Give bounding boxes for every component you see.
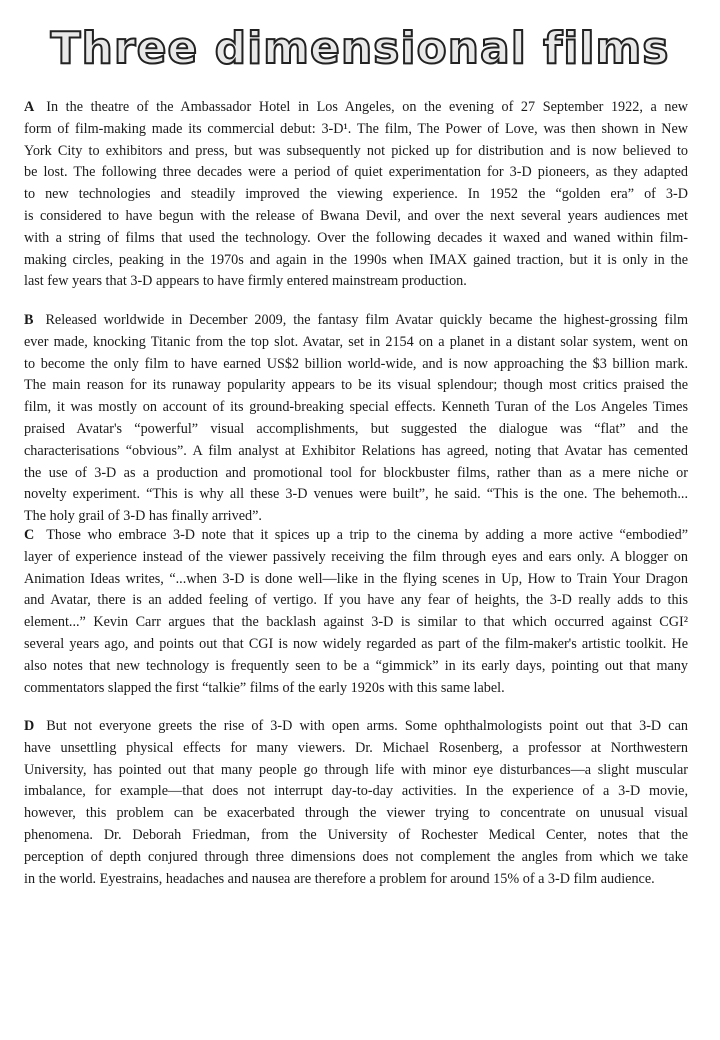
line-text: perception of depth conjured through three dimensions does not complement the angles from which we take bbox=[24, 848, 688, 865]
line-text: film, it was mostly on account of its ground-breaking special effects. Kenneth Turan of the Los Angeles Times bbox=[24, 399, 688, 416]
paragraph-c bbox=[24, 525, 688, 699]
text-line bbox=[24, 228, 688, 250]
text-line bbox=[24, 271, 688, 293]
text-line bbox=[24, 738, 688, 760]
line-text: have unsettling physical effects for many viewers. Dr. Michael Rosenberg, a professor at Northwestern bbox=[24, 739, 688, 756]
line-text: layer of experience instead of the viewer passively receiving the film through eyes and ears only. A blogger on bbox=[24, 548, 688, 565]
text-line bbox=[24, 656, 688, 678]
line-text: making circles, peaking in the 1970s and again in the 1990s when IMAX gained traction, but it is only in the bbox=[24, 251, 688, 268]
line-text: form of film-making made its commercial debut: 3-D¹. The film, The Power of Love, was then shown in New bbox=[24, 120, 688, 137]
line-text: to become the only film to have earned US$2 billion world-wide, and is now approaching the $3 billion mark. bbox=[24, 355, 688, 372]
text-line bbox=[24, 869, 688, 891]
text-line bbox=[24, 250, 688, 272]
line-text: to new technologies and steadily improved the viewing experience. In 1952 the “golden era” of 3-D bbox=[24, 186, 688, 203]
line-text: several years ago, and points out that CGI is now widely regarded as part of the film-maker's artistic toolkit. He bbox=[24, 635, 688, 652]
text-line bbox=[24, 441, 688, 463]
text-line bbox=[24, 463, 688, 485]
line-text: in the world. Eyestrains, headaches and nausea are therefore a problem for around 15% of a 3-D film audience. bbox=[24, 870, 655, 887]
paragraph-a bbox=[24, 97, 688, 293]
text-line bbox=[24, 397, 688, 419]
line-text: commentators slapped the first “talkie” films of the early 1920s with this same label. bbox=[24, 679, 505, 696]
paragraph-letter: B bbox=[24, 312, 34, 328]
text-line bbox=[24, 484, 688, 506]
text-line bbox=[24, 803, 688, 825]
text-line bbox=[24, 184, 688, 206]
line-text: ever made, knocking Titanic from the top slot. Avatar, set in 2154 on a planet in a distant solar system, went on bbox=[24, 333, 688, 350]
line-text: In the theatre of the Ambassador Hotel in Los Angeles, on the evening of 27 September 1922, a new bbox=[46, 99, 688, 115]
text-line bbox=[24, 119, 688, 141]
text-line bbox=[24, 141, 688, 163]
line-text: element...” Kevin Carr argues that the backlash against 3-D is similar to that which occurred against CGI² bbox=[24, 614, 688, 631]
text-line bbox=[24, 310, 688, 332]
paragraph-letter: C bbox=[24, 527, 35, 543]
text-line bbox=[24, 781, 688, 803]
text-line bbox=[24, 612, 688, 634]
paragraph-d bbox=[24, 716, 688, 890]
text-line bbox=[24, 678, 688, 700]
text-line bbox=[24, 825, 688, 847]
text-line bbox=[24, 760, 688, 782]
line-text: however, this problem can be exacerbated through the viewer trying to concentrate on unusual visual bbox=[24, 805, 688, 822]
text-line bbox=[24, 97, 688, 119]
text-line bbox=[24, 716, 688, 738]
line-text: last few years that 3-D appears to have firmly entered mainstream production. bbox=[24, 273, 467, 290]
line-text: is considered to have begun with the release of Bwana Devil, and over the next several years audiences met bbox=[24, 207, 688, 224]
text-line bbox=[24, 332, 688, 354]
line-text: But not everyone greets the rise of 3-D with open arms. Some ophthalmologists point out that 3-D can bbox=[46, 718, 688, 734]
text-line bbox=[24, 162, 688, 184]
text-line bbox=[24, 419, 688, 441]
line-text: University, has pointed out that many people go through life with minor eye disturbances—a slight muscular bbox=[24, 761, 688, 778]
paragraph-b bbox=[24, 310, 688, 528]
line-text: characterisations “obvious”. A film analyst at Exhibitor Relations has agreed, noting that Avatar has cemented bbox=[24, 442, 688, 459]
line-text: imbalance, for example—that does not interrupt day-to-day activities. In the experience of a 3-D movie, bbox=[24, 783, 688, 800]
line-text: be lost. The following three decades were a period of quiet experimentation for 3-D pioneers, as they adapted bbox=[24, 164, 688, 181]
line-text: and Avatar, there is an added feeling of vertigo. If you have any fear of heights, the 3-D really adds to this bbox=[24, 592, 688, 609]
paragraph-letter: D bbox=[24, 718, 35, 734]
line-text: novelty experiment. “This is why all these 3-D venues were built”, he said. “This is the one. The behemoth... bbox=[24, 486, 688, 503]
text-line bbox=[24, 206, 688, 228]
text-line bbox=[24, 634, 688, 656]
line-text: Those who embrace 3-D note that it spices up a trip to the cinema by adding a more active “embodied” bbox=[46, 527, 688, 543]
line-text: Released worldwide in December 2009, the fantasy film Avatar quickly became the highest-grossing film bbox=[45, 312, 688, 328]
line-text: also notes that new technology is frequently seen to be a “gimmick” in its early days, pointing out that many bbox=[24, 657, 688, 674]
page-title: Three dimensional films bbox=[50, 23, 670, 74]
paragraph-letter: A bbox=[24, 99, 35, 115]
text-line bbox=[24, 847, 688, 869]
line-text: with a string of films that used the technology. Over the following decades it waxed and waned within film- bbox=[24, 229, 688, 246]
line-text: phenomena. Dr. Deborah Friedman, from the University of Rochester Medical Center, notes that the bbox=[24, 826, 688, 843]
text-line bbox=[24, 569, 688, 591]
text-line bbox=[24, 547, 688, 569]
line-text: York City to exhibitors and press, but was subsequently not picked up for distribution and is now believed to bbox=[24, 142, 688, 159]
text-line bbox=[24, 354, 688, 376]
line-text: The main reason for its runaway popularity appears to be its visual splendour; though most critics praised the bbox=[24, 377, 688, 394]
line-text: Animation Ideas writes, “...when 3-D is done well—like in the flying scenes in Up, How to Train Your Dragon bbox=[24, 570, 688, 587]
line-text: The holy grail of 3-D has finally arrived”. bbox=[24, 508, 262, 525]
line-text: the use of 3-D as a production and promotional tool for blockbuster films, rather than as a mere niche or bbox=[24, 464, 688, 481]
text-line bbox=[24, 590, 688, 612]
text-line bbox=[24, 375, 688, 397]
text-line bbox=[24, 525, 688, 547]
line-text: praised Avatar's “powerful” visual accomplishments, but suggested the dialogue was “flat” and the bbox=[24, 420, 688, 437]
